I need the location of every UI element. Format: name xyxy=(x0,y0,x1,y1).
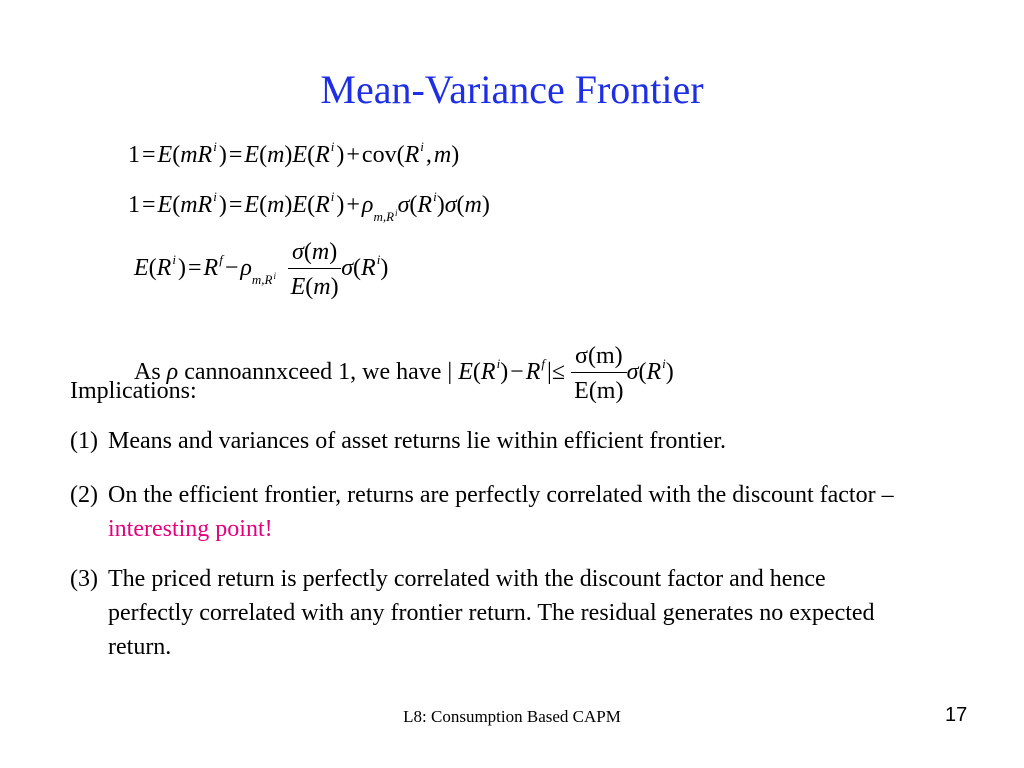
footer-caption: L8: Consumption Based CAPM xyxy=(403,707,621,726)
equation-1: 1 = $E(mR^i$ ) = $E(m)E(R^i$ ) + $cov(R^i$ , m) xyxy=(128,139,460,168)
equation-3: $E(R^i$ ) = $R^f$ − $\rho_{m,R^i}$ $\frac{\sigma(m)}{E(m)}$ $\sigma(R^i)$ xyxy=(134,239,389,300)
item-label: (2) xyxy=(70,482,98,508)
highlight-text: interesting point! xyxy=(108,516,273,542)
item-text: The priced return is perfectly correlated with the discount factor and hence perfectly correlated with any frontier return. The residual generates no expected return. xyxy=(108,566,875,660)
item-text: Means and variances of asset returns lie within efficient frontier. xyxy=(108,428,727,454)
rho-symbol: ρ xyxy=(166,359,179,386)
item-label: (3) xyxy=(70,566,98,592)
equation-2: 1 = $E(mR^i$ ) = $E(m)E(R^i$ ) + $\rho_{m,R^i}\sigma(R^i)\sigma(m)$ xyxy=(128,189,490,224)
slide-title: Mean-Variance Frontier xyxy=(320,67,704,112)
page-number: 17 xyxy=(945,704,968,726)
item-label: (1) xyxy=(70,428,98,454)
implications-heading: Implications: xyxy=(70,378,197,404)
bound-fraction: $\frac{\sigma(m)}{E(m)}$ xyxy=(571,344,627,403)
note-prefix: As xyxy=(134,359,161,386)
note-text: cannoannxceed 1, we have | xyxy=(184,359,453,386)
fraction-sigma-over-expectation: $\frac{\sigma(m)}{E(m)}$ xyxy=(288,240,341,299)
item-text: On the efficient frontier, returns are perfectly correlated with the discount factor – xyxy=(108,482,894,508)
bound-statement: As ρ cannoannxceed 1, we have | $E(R^i)$ − $R^f$ |≤ $\frac{\sigma(m)}{E(m)}$ $\sigma(R^i)$ xyxy=(134,343,674,404)
